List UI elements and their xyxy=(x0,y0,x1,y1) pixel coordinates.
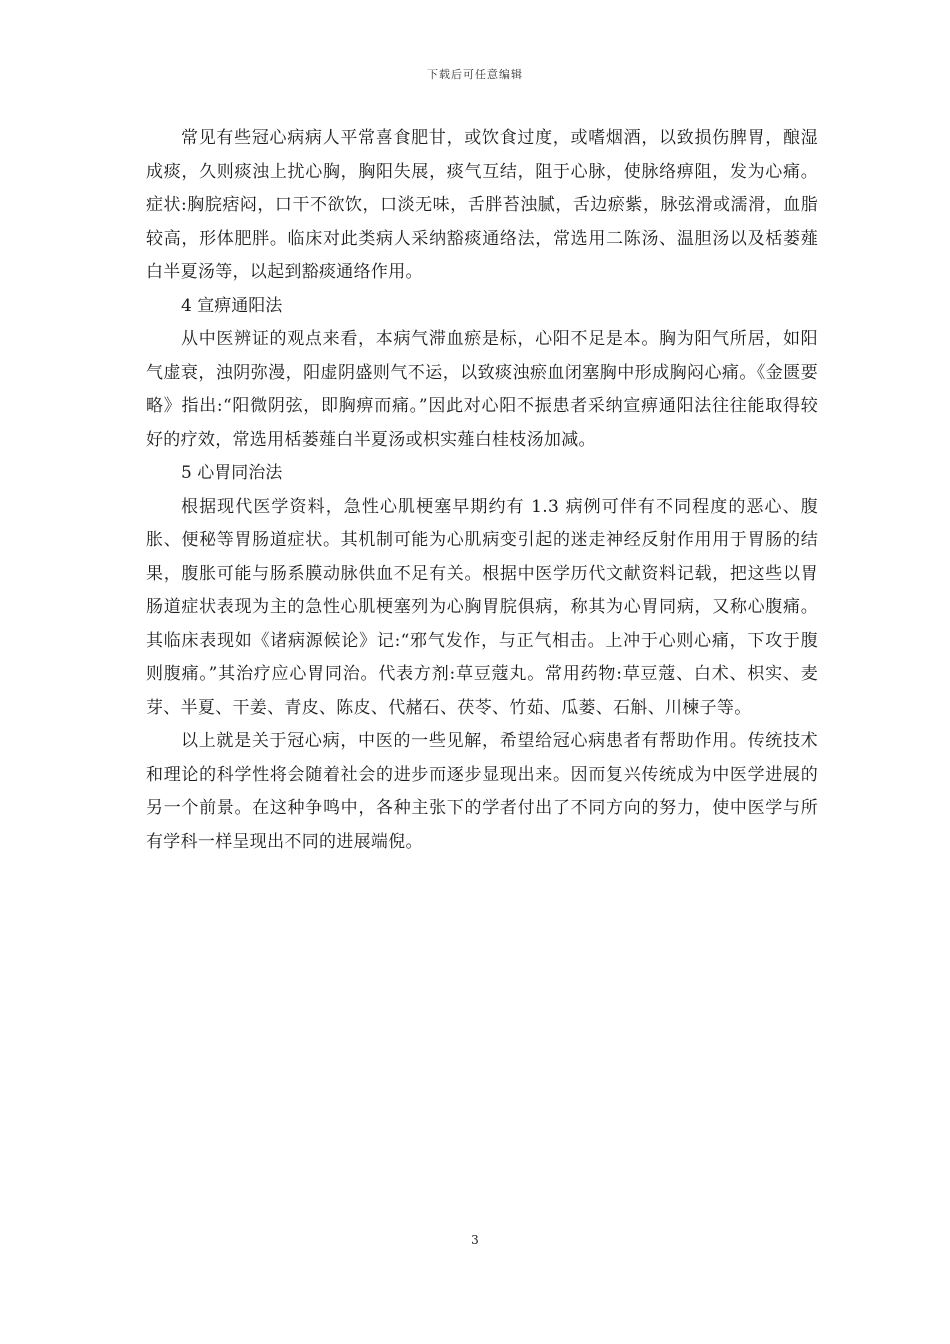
document-body xyxy=(146,122,818,859)
section-heading-4: 4 宣痹通阳法 xyxy=(181,295,283,316)
paragraph-phlegm-dredging: 常见有些冠心病病人平常喜食肥甘，或饮食过度，或嗜烟酒，以致损伤脾胃，酿湿成痰，久则痰浊上扰心胸，胸阳失展，痰气互结，阻于心脉，使脉络痹阻，发为心痛。症状:胸脘痞闷，口干不欲饮，口淡无味，舌胖苔浊腻，舌边瘀紫，脉弦滑或濡滑，血脂较高，形体肥胖。临床对此类病人采纳豁痰通络法，常选用二陈汤、温胆汤以及栝蒌薤白半夏汤等，以起到豁痰通络作用。 xyxy=(146,128,818,282)
section-heading-5: 5 心胃同治法 xyxy=(181,463,283,483)
paragraph-heart-stomach: 根据现代医学资料，急性心肌梗塞早期约有 1.3 病例可伴有不同程度的恶心、腹胀、便秘等胃肠道症状。其机制可能为心肌病变引起的迷走神经反射作用用于胃肠的结果，腹胀可能与肠系膜动脉供血不足有关。根据中医学历代文献资料记载，把这些以胃肠道症状表现为主的急性心肌梗塞列为心胸胃脘俱病，称其为心胃同病，又称心腹痛。其临床表现如《诸病源候论》记:“邪气发作，与正气相击。上冲于心则心痛，下攻于腹则腹痛。”其治疗应心胃同治。代表方剂:草豆蔻丸。常用药物:草豆蔻、白术、枳实、麦芽、半夏、干姜、青皮、陈皮、代赭石、茯苓、竹茹、瓜蒌、石斛、川楝子等。 xyxy=(146,496,818,718)
page-header: 下载后可任意编辑 xyxy=(427,68,523,81)
paragraph-yang-activating: 从中医辨证的观点来看，本病气滞血瘀是标，心阳不足是本。胸为阳气所居，如阳气虚衰，浊阴弥漫，阳虚阴盛则气不运，以致痰浊瘀血闭塞胸中形成胸闷心痛。《金匮要略》指出:“阳微阴弦，即胸痹而痛。”因此对心阳不振患者采纳宣痹通阳法往往能取得较好的疗效，常选用栝蒌薤白半夏汤或枳实薤白桂枝汤加减。 xyxy=(146,329,818,450)
paragraph-conclusion: 以上就是关于冠心病，中医的一些见解，希望给冠心病患者有帮助作用。传统技术和理论的科学性将会随着社会的进步而逐步显现出来。因而复兴传统成为中医学进展的另一个前景。在这种争鸣中，各种主张下的学者付出了不同方向的努力，使中医学与所有学科一样呈现出不同的进展端倪。 xyxy=(146,731,818,852)
page-number: 3 xyxy=(471,1233,479,1247)
